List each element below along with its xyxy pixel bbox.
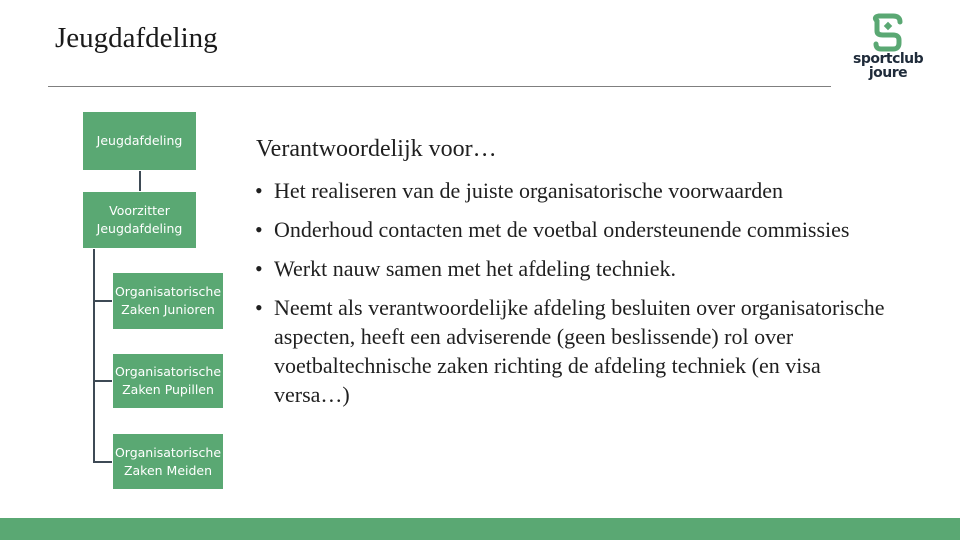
bullet-icon: • <box>255 217 263 242</box>
bullet-icon: • <box>255 295 263 320</box>
org-box-voorzitter <box>82 191 197 249</box>
responsibilities-list <box>253 176 893 419</box>
org-box-meiden <box>112 433 224 490</box>
logo-s-icon <box>853 13 923 53</box>
list-item-text: Het realiseren van de juiste organisatorische voorwaarden <box>274 178 784 203</box>
sportclub-joure-logo <box>853 13 923 83</box>
connector-child-3 <box>93 461 113 463</box>
org-box-pupillen <box>112 353 224 409</box>
logo-text-sportclub: sportclub <box>853 51 924 67</box>
list-item <box>253 176 893 205</box>
org-box-pupillen-label: Organisatorische Zaken Pupillen <box>114 364 222 397</box>
title-divider <box>48 86 831 87</box>
list-item <box>253 254 893 283</box>
slide-title: Jeugdafdeling <box>55 22 218 54</box>
org-box-junioren <box>112 272 224 330</box>
list-item <box>253 215 893 244</box>
bottom-accent-bar <box>0 518 960 540</box>
logo-text-joure: joure <box>868 65 908 81</box>
list-item-text: Neemt als verantwoordelijke afdeling besluiten over organisatorische aspecten, heeft een adviserende (geen beslissende) rol over voetbaltechnische zaken richting de afdeling techniek (en visa versa…) <box>274 295 885 407</box>
org-box-root-label: Jeugdafdeling <box>96 133 183 148</box>
org-box-meiden-label: Organisatorische Zaken Meiden <box>114 444 222 478</box>
org-box-voorzitter-label: Voorzitter Jeugdafdeling <box>96 203 183 236</box>
responsibilities-heading: Verantwoordelijk voor… <box>256 136 497 162</box>
org-box-root <box>82 111 197 171</box>
bullet-icon: • <box>255 178 263 203</box>
connector-child-1 <box>93 300 113 302</box>
list-item <box>253 293 893 409</box>
list-item-text: Onderhoud contacten met de voetbal ondersteunende commissies <box>274 217 850 242</box>
org-box-junioren-label: Organisatorische Zaken Junioren <box>114 284 222 317</box>
connector-child-2 <box>93 380 113 382</box>
connector-root-level2 <box>139 170 141 192</box>
connector-level2-children <box>93 248 95 463</box>
bullet-icon: • <box>255 256 263 281</box>
list-item-text: Werkt nauw samen met het afdeling techniek. <box>274 256 677 281</box>
